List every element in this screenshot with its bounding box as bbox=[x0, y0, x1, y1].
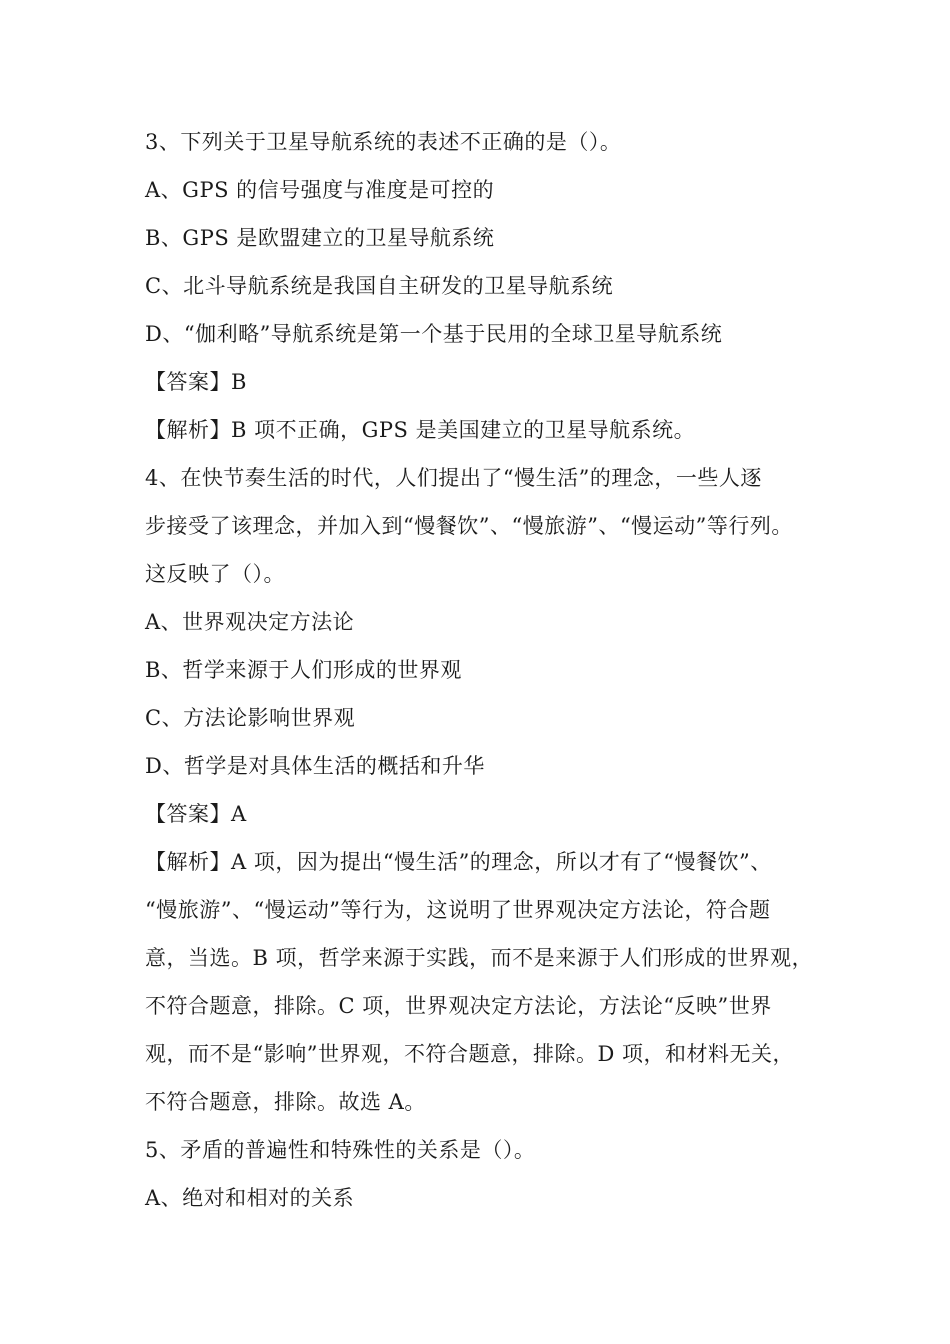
question-5-option-a: A、绝对和相对的关系 bbox=[145, 1186, 355, 1210]
question-5 bbox=[145, 1126, 815, 1222]
question-4-answer: 【答案】A bbox=[145, 802, 247, 826]
question-3-analysis: 【解析】B 项不正确，GPS 是美国建立的卫星导航系统。 bbox=[145, 418, 696, 442]
question-4-analysis-line: 意，当选。B 项，哲学来源于实践，而不是来源于人们形成的世界观， bbox=[145, 946, 814, 970]
question-4-stem-line: 4、在快节奏生活的时代，人们提出了“慢生活”的理念，一些人逐 bbox=[145, 466, 762, 490]
question-4-analysis-line: “慢旅游”、“慢运动”等行为，这说明了世界观决定方法论，符合题 bbox=[145, 898, 771, 922]
question-4 bbox=[145, 454, 815, 1126]
question-4-option-a: A、世界观决定方法论 bbox=[145, 610, 355, 634]
question-5-stem: 5、矛盾的普遍性和特殊性的关系是（）。 bbox=[145, 1138, 536, 1162]
question-3-stem: 3、下列关于卫星导航系统的表述不正确的是（）。 bbox=[145, 130, 622, 154]
question-3-answer: 【答案】B bbox=[145, 370, 247, 394]
question-4-analysis-line: 观，而不是“影响”世界观，不符合题意，排除。D 项，和材料无关， bbox=[145, 1042, 794, 1066]
question-4-analysis-line: 【解析】A 项，因为提出“慢生活”的理念，所以才有了“慢餐饮”、 bbox=[145, 850, 772, 874]
question-3-option-a: A、GPS 的信号强度与准度是可控的 bbox=[145, 178, 495, 202]
question-3-option-d: D、“伽利略”导航系统是第一个基于民用的全球卫星导航系统 bbox=[145, 322, 723, 346]
question-4-analysis-line: 不符合题意，排除。故选 A。 bbox=[145, 1090, 426, 1114]
question-4-stem-line: 步接受了该理念，并加入到“慢餐饮”、“慢旅游”、“慢运动”等行列。 bbox=[145, 514, 793, 538]
document-body bbox=[145, 118, 815, 1222]
question-3-option-b: B、GPS 是欧盟建立的卫星导航系统 bbox=[145, 226, 495, 250]
question-4-option-d: D、哲学是对具体生活的概括和升华 bbox=[145, 754, 485, 778]
question-4-option-b: B、哲学来源于人们形成的世界观 bbox=[145, 658, 462, 682]
question-3-option-c: C、北斗导航系统是我国自主研发的卫星导航系统 bbox=[145, 274, 614, 298]
question-4-option-c: C、方法论影响世界观 bbox=[145, 706, 356, 730]
question-4-analysis-line: 不符合题意，排除。C 项，世界观决定方法论，方法论“反映”世界 bbox=[145, 994, 772, 1018]
question-4-stem-line: 这反映了（）。 bbox=[145, 562, 285, 586]
question-3 bbox=[145, 118, 815, 454]
